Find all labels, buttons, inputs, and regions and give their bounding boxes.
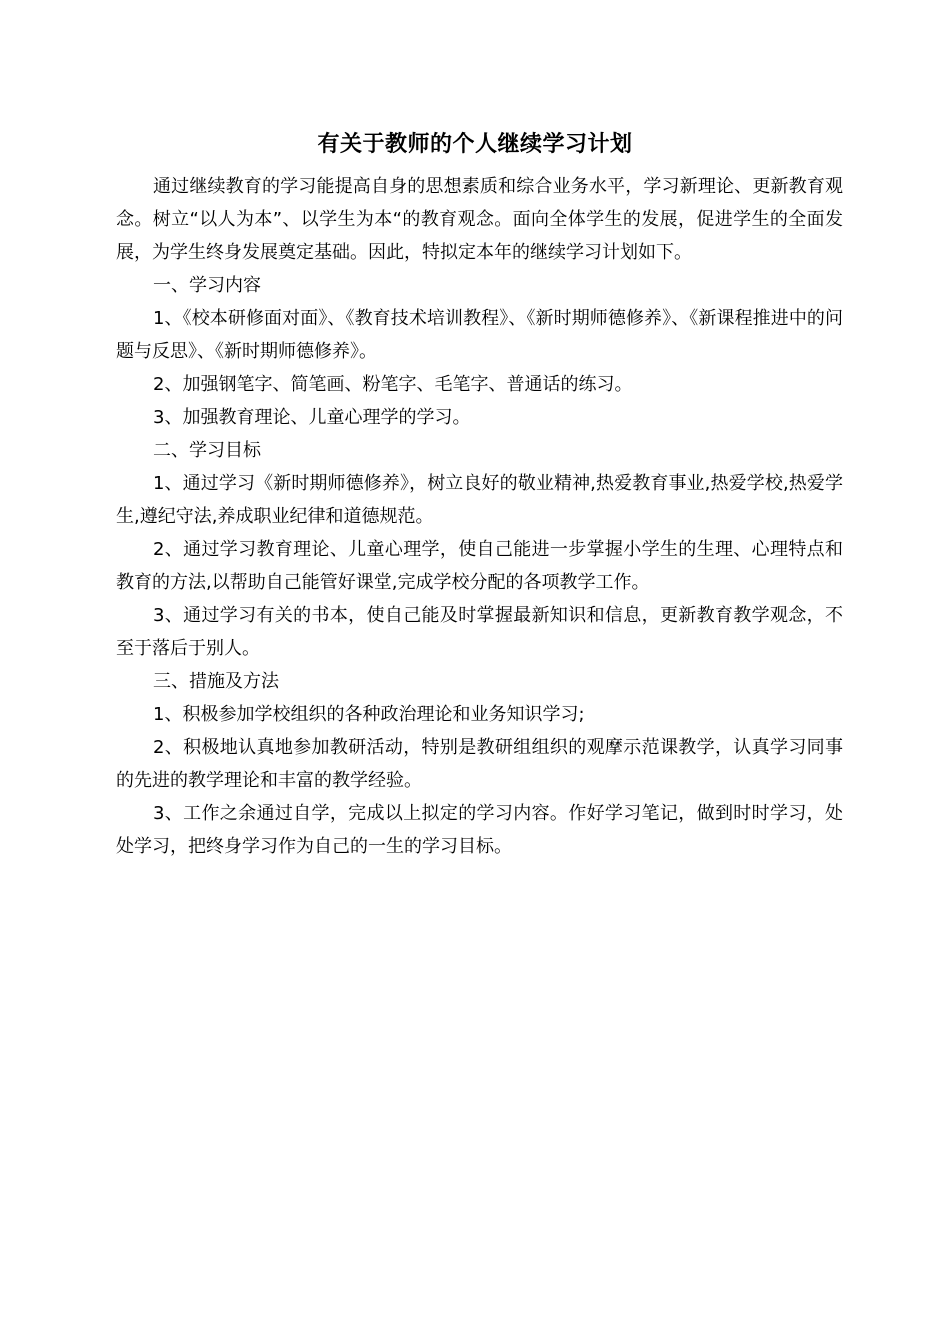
list-item: 3、加强教育理论、儿童心理学的学习。 [153,407,471,428]
section-heading-methods: 三、措施及方法 [153,671,279,692]
list-item: 1、《校本研修面对面》、《教育技术培训教程》、《新时期师德修养》、《新课程推进中的问题与反思》、《新时期师德修养》。 [116,308,843,362]
intro-paragraph: 通过继续教育的学习能提高自身的思想素质和综合业务水平，学习新理论、更新教育观念。树立“以人为本”、以学生为本“的教育观念。面向全体学生的发展，促进学生的全面发展，为学生终身发展奠定基础。因此，特拟定本年的继续学习计划如下。 [116,176,843,263]
list-item: 2、加强钢笔字、简笔画、粉笔字、毛笔字、普通话的练习。 [153,374,633,395]
list-item: 1、通过学习《新时期师德修养》，树立良好的敬业精神,热爱教育事业,热爱学校,热爱学生,遵纪守法,养成职业纪律和道德规范。 [116,473,843,527]
section-heading-content: 一、学习内容 [153,275,261,296]
list-item: 3、通过学习有关的书本，使自己能及时掌握最新知识和信息，更新教育教学观念，不至于落后于别人。 [116,605,843,659]
section-heading-goals: 二、学习目标 [153,440,261,461]
list-item: 2、积极地认真地参加教研活动，特别是教研组组织的观摩示范课教学，认真学习同事的先进的教学理论和丰富的教学经验。 [116,737,843,791]
document-body [116,170,843,863]
list-item: 2、通过学习教育理论、儿童心理学，使自己能进一步掌握小学生的生理、心理特点和教育的方法,以帮助自己能管好课堂,完成学校分配的各项教学工作。 [116,539,843,593]
list-item: 1、积极参加学校组织的各种政治理论和业务知识学习; [153,704,585,725]
list-item: 3、工作之余通过自学，完成以上拟定的学习内容。作好学习笔记，做到时时学习，处处学习，把终身学习作为自己的一生的学习目标。 [116,803,843,857]
page-title: 有关于教师的个人继续学习计划 [317,131,633,157]
